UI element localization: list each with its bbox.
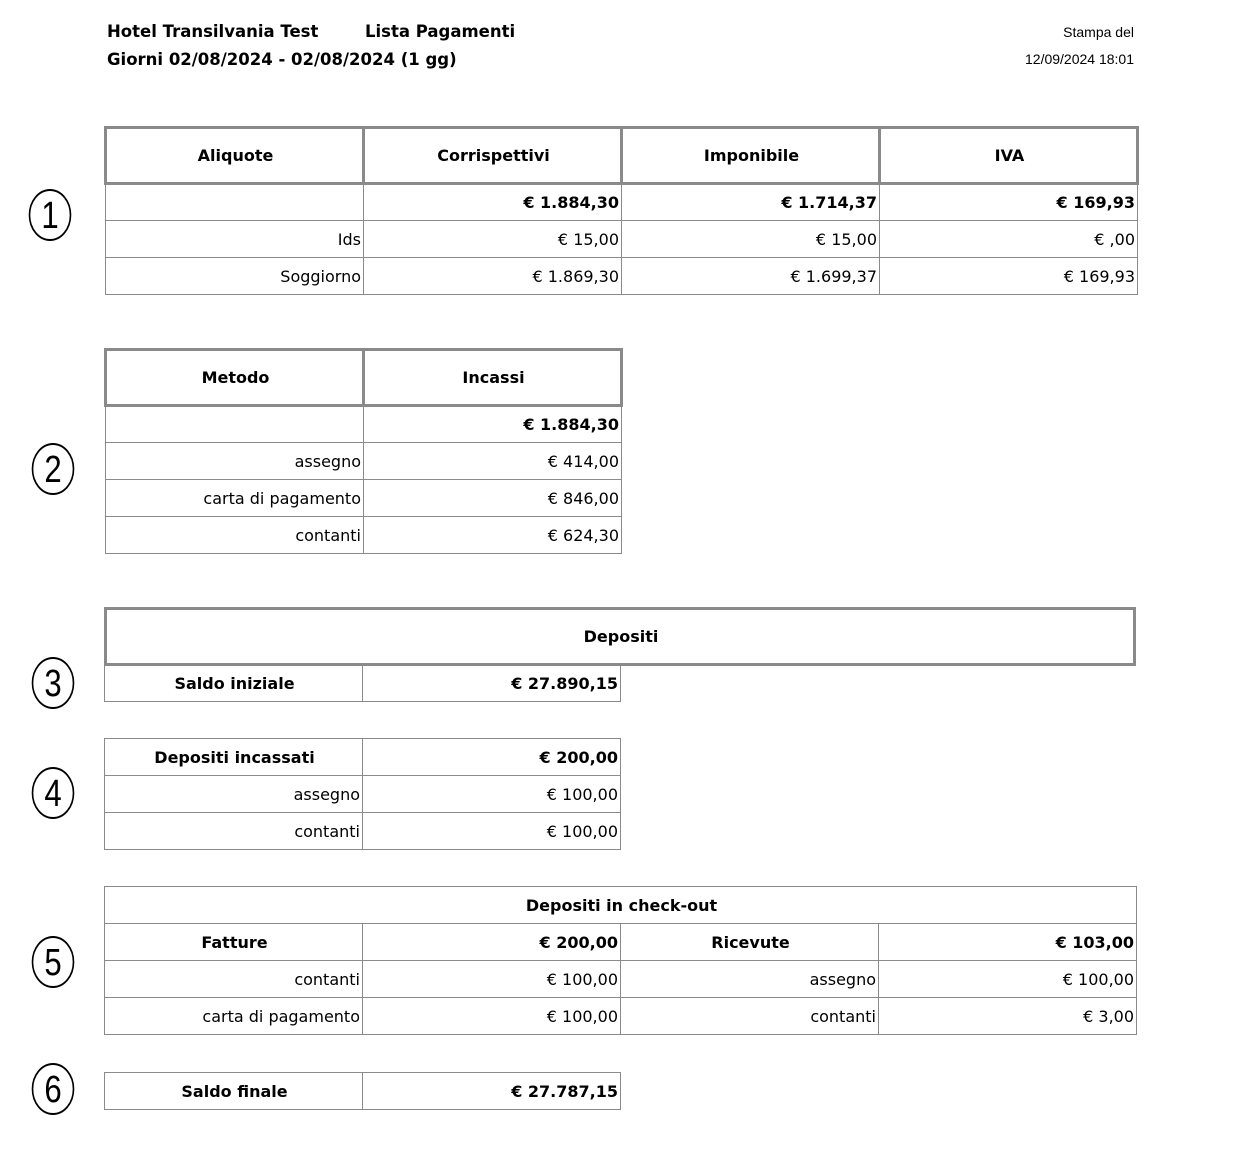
depositi-incassati-table bbox=[104, 738, 621, 850]
table-cell: assegno bbox=[106, 443, 364, 480]
total-row bbox=[106, 184, 1138, 221]
total-row bbox=[105, 739, 621, 776]
print-datetime: 12/09/2024 18:01 bbox=[1025, 51, 1134, 67]
column-header: IVA bbox=[880, 128, 1138, 184]
table-cell bbox=[106, 406, 364, 443]
saldo-finale-value: € 27.787,15 bbox=[363, 1073, 621, 1110]
table-cell: € 169,93 bbox=[880, 184, 1138, 221]
total-row bbox=[105, 924, 1137, 961]
table-row bbox=[106, 517, 622, 554]
table-header-row bbox=[106, 609, 1135, 665]
aliquote-table bbox=[104, 126, 1139, 295]
table-row bbox=[105, 961, 1137, 998]
table-cell: contanti bbox=[106, 517, 364, 554]
table-cell: carta di pagamento bbox=[106, 480, 364, 517]
table-cell: € 846,00 bbox=[364, 480, 622, 517]
print-label: Stampa del bbox=[1063, 24, 1134, 40]
table-row bbox=[106, 443, 622, 480]
table-cell: assegno bbox=[621, 961, 879, 998]
column-header: Corrispettivi bbox=[364, 128, 622, 184]
table-cell: € 1.884,30 bbox=[364, 184, 622, 221]
table-cell: Soggiorno bbox=[106, 258, 364, 295]
table-cell: € 1.884,30 bbox=[364, 406, 622, 443]
report-period: Giorni 02/08/2024 - 02/08/2024 (1 gg) bbox=[107, 50, 457, 69]
table-cell: € 1.869,30 bbox=[364, 258, 622, 295]
table-row bbox=[105, 776, 621, 813]
table-cell: € 15,00 bbox=[622, 221, 880, 258]
table-cell: € 100,00 bbox=[363, 813, 621, 850]
depositi-header-table bbox=[104, 607, 1136, 666]
ricevute-total: € 103,00 bbox=[879, 924, 1137, 961]
table-row bbox=[105, 665, 621, 702]
table-cell: contanti bbox=[621, 998, 879, 1035]
table-cell: contanti bbox=[105, 961, 363, 998]
column-header: Aliquote bbox=[106, 128, 364, 184]
table-cell: € 100,00 bbox=[879, 961, 1137, 998]
saldo-iniziale-value: € 27.890,15 bbox=[363, 665, 621, 702]
table-cell: € 1.714,37 bbox=[622, 184, 880, 221]
table-cell: € 100,00 bbox=[363, 776, 621, 813]
total-row bbox=[106, 406, 622, 443]
checkout-title: Depositi in check-out bbox=[105, 887, 1137, 924]
checkout-table bbox=[104, 886, 1137, 1035]
saldo-iniziale-label: Saldo iniziale bbox=[105, 665, 363, 702]
section-marker-4: 4 bbox=[32, 767, 75, 819]
section-marker-2: 2 bbox=[32, 443, 75, 495]
depositi-title: Depositi bbox=[106, 609, 1135, 665]
table-row bbox=[106, 221, 1138, 258]
table-row bbox=[106, 258, 1138, 295]
saldo-finale-table bbox=[104, 1072, 621, 1110]
table-row bbox=[105, 1073, 621, 1110]
section-marker-1: 1 bbox=[29, 189, 72, 241]
table-cell: Ids bbox=[106, 221, 364, 258]
table-cell: contanti bbox=[105, 813, 363, 850]
saldo-finale-label: Saldo finale bbox=[105, 1073, 363, 1110]
report-title: Lista Pagamenti bbox=[365, 22, 516, 41]
table-cell: assegno bbox=[105, 776, 363, 813]
saldo-iniziale-table bbox=[104, 664, 621, 702]
column-header: Metodo bbox=[106, 350, 364, 406]
table-cell: € 414,00 bbox=[364, 443, 622, 480]
table-cell: € 624,30 bbox=[364, 517, 622, 554]
table-cell: € 100,00 bbox=[363, 998, 621, 1035]
fatture-total: € 200,00 bbox=[363, 924, 621, 961]
table-cell: € 169,93 bbox=[880, 258, 1138, 295]
depositi-incassati-label: Depositi incassati bbox=[105, 739, 363, 776]
column-header: Incassi bbox=[364, 350, 622, 406]
section-marker-5: 5 bbox=[32, 936, 75, 988]
table-cell: € 1.699,37 bbox=[622, 258, 880, 295]
table-cell: carta di pagamento bbox=[105, 998, 363, 1035]
section-marker-3: 3 bbox=[32, 657, 75, 709]
incassi-table bbox=[104, 348, 623, 554]
ricevute-label: Ricevute bbox=[621, 924, 879, 961]
fatture-label: Fatture bbox=[105, 924, 363, 961]
table-row bbox=[106, 480, 622, 517]
table-cell: € ,00 bbox=[880, 221, 1138, 258]
table-cell: € 100,00 bbox=[363, 961, 621, 998]
table-header-row bbox=[106, 128, 1138, 184]
column-header: Imponibile bbox=[622, 128, 880, 184]
table-header-row bbox=[105, 887, 1137, 924]
section-marker-6: 6 bbox=[32, 1063, 75, 1115]
table-cell: € 3,00 bbox=[879, 998, 1137, 1035]
table-row bbox=[105, 998, 1137, 1035]
table-row bbox=[105, 813, 621, 850]
hotel-name: Hotel Transilvania Test bbox=[107, 22, 319, 41]
table-cell bbox=[106, 184, 364, 221]
table-header-row bbox=[106, 350, 622, 406]
table-cell: € 15,00 bbox=[364, 221, 622, 258]
depositi-incassati-total: € 200,00 bbox=[363, 739, 621, 776]
